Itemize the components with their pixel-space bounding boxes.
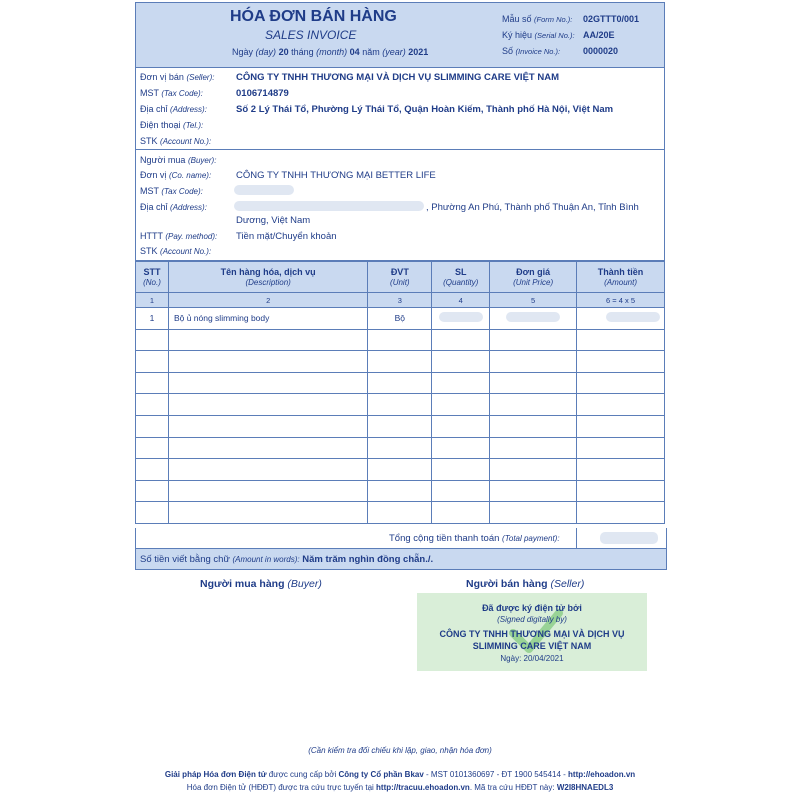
buyer-address-label: Địa chỉ (Address): <box>140 202 207 212</box>
col-number: 3 <box>368 293 432 308</box>
seller-tax-value: 0106714879 <box>236 88 289 99</box>
seller-unit-label: Đơn vị bán (Seller): <box>140 72 215 82</box>
footer-line-2: Hóa đơn Điện tử (HĐĐT) được tra cứu trực tuyến tại http://tracuu.ehoadon.vn. Mã tra cứu HĐĐT này: W2I8HNAEDL3 <box>186 783 614 792</box>
seller-unit-value: CÔNG TY TNHH THƯƠNG MẠI VÀ DỊCH VỤ SLIMMING CARE VIỆT NAM <box>236 72 559 83</box>
table-row <box>136 394 665 416</box>
amount-in-words: Số tiền viết bằng chữ (Amount in words): Năm trăm nghìn đồng chẵn./. <box>140 554 434 565</box>
footer-note: (Cần kiểm tra đối chiếu khi lập, giao, nhận hóa đơn) <box>308 746 492 755</box>
form-number-label: Mẫu số (Form No.): <box>502 14 573 24</box>
col-number: 2 <box>168 293 367 308</box>
col-header-unit-price: Đơn giá (Unit Price) <box>490 262 577 293</box>
table-row <box>136 502 665 524</box>
stamp-line: (Signed digitally by) <box>497 615 567 624</box>
seller-address-value: Số 2 Lý Thái Tổ, Phường Lý Thái Tổ, Quận Hoàn Kiếm, Thành phố Hà Nội, Việt Nam <box>236 104 614 115</box>
table-row <box>136 437 665 459</box>
buyer-tax-label: MST (Tax Code): <box>140 186 203 196</box>
seller-signature-title: Người bán hàng (Seller) <box>466 578 585 590</box>
redacted-tax-code <box>234 185 294 195</box>
buyer-signature-title: Người mua hàng (Buyer) <box>200 578 322 590</box>
buyer-address-value-2: Dương, Việt Nam <box>236 215 311 226</box>
col-number: 1 <box>136 293 169 308</box>
footer-line-1: Giải pháp Hóa đơn Điện tử được cung cấp bởi Công ty Cổ phần Bkav - MST 0101360697 - ĐT 1900 545414 - http://ehoadon.vn <box>164 770 636 779</box>
total-divider <box>576 528 577 548</box>
invoice-subtitle: SALES INVOICE <box>265 28 357 42</box>
row-amount <box>577 308 665 330</box>
col-header-quantity: SL (Quantity) <box>432 262 490 293</box>
tracuu-link[interactable]: http://tracuu.ehoadon.vn <box>376 783 470 792</box>
ehoadon-link[interactable]: http://ehoadon.vn <box>568 770 636 779</box>
invoice-title: HÓA ĐƠN BÁN HÀNG <box>230 8 397 25</box>
buyer-payment-value: Tiền mặt/Chuyển khoản <box>236 231 337 242</box>
redacted-total <box>600 532 658 544</box>
seller-account-label: STK (Account No.): <box>140 136 212 146</box>
items-table <box>135 261 665 524</box>
table-row <box>136 308 665 330</box>
buyer-label: Người mua (Buyer): <box>140 155 217 165</box>
col-header-stt: STT (No.) <box>136 262 169 293</box>
col-header-description: Tên hàng hóa, dịch vụ (Description) <box>168 262 367 293</box>
table-row <box>136 372 665 394</box>
buyer-account-label: STK (Account No.): <box>140 246 212 256</box>
column-number-row <box>136 293 665 308</box>
col-number: 6 = 4 x 5 <box>577 293 665 308</box>
seller-tax-label: MST (Tax Code): <box>140 88 203 98</box>
row-description: Bộ ủ nóng slimming body <box>168 308 367 330</box>
serial-label: Ký hiệu (Serial No.): <box>502 30 575 40</box>
col-number: 5 <box>490 293 577 308</box>
stamp-date: Ngày: 20/04/2021 <box>500 654 564 663</box>
table-row <box>136 480 665 502</box>
invoice-number-value: 0000020 <box>583 46 619 56</box>
seller-tel-label: Điện thoại (Tel.): <box>140 120 204 130</box>
table-row <box>136 415 665 437</box>
buyer-company-value: CÔNG TY TNHH THƯƠNG MẠI BETTER LIFE <box>236 170 436 181</box>
buyer-company-label: Đơn vị (Co. name): <box>140 170 212 180</box>
buyer-address-value-1: , Phường An Phú, Thành phố Thuận An, Tỉnh Bình <box>426 202 639 213</box>
invoice-number-label: Số (Invoice No.): <box>502 46 561 56</box>
col-number: 4 <box>432 293 490 308</box>
table-row <box>136 329 665 351</box>
seller-address-label: Địa chỉ (Address): <box>140 104 207 114</box>
buyer-payment-label: HTTT (Pay. method): <box>140 231 218 241</box>
total-label: Tổng cộng tiền thanh toán (Total payment): <box>389 533 560 544</box>
row-unit-price <box>490 308 577 330</box>
row-unit: Bộ <box>368 308 432 330</box>
digital-signature-stamp <box>417 593 647 671</box>
invoice-date: Ngày (day) 20 tháng (month) 04 năm (year) 2021 <box>232 47 429 57</box>
redacted-address <box>234 201 424 211</box>
stamp-company: SLIMMING CARE VIỆT NAM <box>472 641 592 651</box>
row-stt: 1 <box>136 308 169 330</box>
col-header-unit: ĐVT (Unit) <box>368 262 432 293</box>
stamp-line: Đã được ký điện tử bởi <box>482 603 582 613</box>
row-quantity <box>432 308 490 330</box>
form-number-value: 02GTTT0/001 <box>583 14 640 24</box>
table-row <box>136 351 665 373</box>
col-header-amount: Thành tiền (Amount) <box>577 262 665 293</box>
serial-value: AA/20E <box>583 30 615 40</box>
table-header-row <box>136 262 665 293</box>
table-row <box>136 459 665 481</box>
stamp-company: CÔNG TY TNHH THƯƠNG MẠI VÀ DỊCH VỤ <box>439 629 625 639</box>
